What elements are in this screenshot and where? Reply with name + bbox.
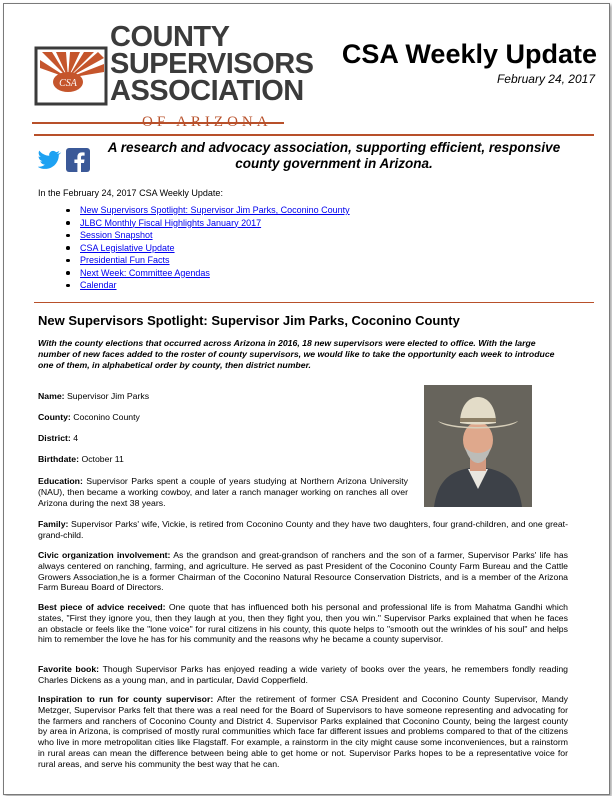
toc-link-legislative-update[interactable]: CSA Legislative Update	[80, 242, 175, 253]
para-label: Education:	[38, 476, 83, 486]
article-title: New Supervisors Spotlight: Supervisor Jim Parks, Coconino County	[38, 313, 460, 328]
field-value: October 11	[81, 454, 124, 464]
org-name-line: SUPERVISORS	[110, 48, 314, 80]
civic-paragraph	[38, 550, 568, 593]
para-label: Best piece of advice received:	[38, 602, 166, 612]
field-label: Name:	[38, 391, 65, 401]
family-paragraph	[38, 519, 568, 541]
field-value: Supervisor Jim Parks	[66, 391, 150, 401]
organization-name	[110, 21, 314, 107]
toc-link-committee-agendas[interactable]: Next Week: Committee Agendas	[80, 267, 210, 278]
field-label: Birthdate:	[38, 454, 80, 464]
toc-link-presidential-facts[interactable]: Presidential Fun Facts	[80, 255, 170, 265]
toc-item	[66, 217, 350, 230]
para-text: After the retirement of former CSA President and Coconino County Supervisor, Mandy Metzger, Supervisor Parks felt that there was a real need for the Board of Supervisors to have someone representing and advocating for the farmers and ranchers of Coconino County and District 4. Supervisor Parks explained that Coconino County, being the largest county by area in Arizona, is comprised of mostly rural communities which face far different issues and problems compared to that of the citizens who live in more metropolitan cities like Flagstaff. For example, a rainstorm in the city might cause some inconveniences, but a rainstorm in rural areas can mean the difference between being able to get home or not. Supervisor Parks hopes to be a representative voice for rural areas, and serve his community the best way that he can.	[38, 694, 568, 769]
county-field	[38, 412, 140, 422]
para-text: Supervisor Parks spent a couple of years studying at Northern Arizona University (NAU), then became a working cowboy, and later a ranch manager working on ranches all over Arizona during the next 38 years.	[38, 476, 408, 508]
toc-item	[66, 254, 350, 267]
name-field	[38, 391, 149, 401]
section-divider	[34, 302, 594, 303]
org-name-line: COUNTY	[110, 21, 230, 53]
toc-item	[66, 279, 350, 292]
toc-link-calendar[interactable]: Calendar	[80, 280, 117, 290]
education-paragraph	[38, 476, 408, 508]
para-label: Inspiration to run for county supervisor:	[38, 694, 214, 704]
twitter-icon[interactable]	[38, 151, 61, 169]
toc-item	[66, 229, 350, 242]
header-divider	[34, 134, 594, 136]
csa-logo[interactable]	[32, 21, 314, 134]
inspiration-paragraph	[38, 694, 568, 770]
para-text: As the grandson and great-grandson of ranchers and the son of a farmer, Supervisor Parks' life has always centered on ranching, farming, and agriculture. He served as past President of the Coconino County Farm Bureau and the Cattle Growers Association,he is a former Chairman of the Coconino Natural Resource Conservation Districts, and is a member of the Arizona Farm Bureau Board of Directors.	[38, 550, 568, 593]
field-value: Coconino County	[73, 412, 140, 422]
para-label: Civic organization involvement:	[38, 550, 171, 560]
newsletter-page	[3, 3, 610, 795]
supervisor-photo	[424, 385, 532, 507]
issue-intro: In the February 24, 2017 CSA Weekly Update:	[38, 188, 223, 198]
toc-item	[66, 204, 350, 217]
para-text: Supervisor Parks' wife, Vickie, is retired from Coconino County and they have two daughters, four grand-children, and one great-grand-child.	[38, 519, 568, 540]
toc-link-jlbc[interactable]: JLBC Monthly Fiscal Highlights January 2017	[80, 217, 262, 228]
district-field	[38, 433, 78, 443]
toc-link-session-snapshot[interactable]: Session Snapshot	[80, 230, 153, 240]
para-text: One quote that has influenced both his personal and professional life is from Mahatma Gandhi which states, "First they ignore you, then they laugh at you, then they fight you, then you win." Supervisor Parks explained that when he faces an obstacle or feels like the "lone voice" for rural citizens in his county, this quote helps to "smooth out the wrinkles of his soul" and helps him to remember the love he has for his community and the reasons why he became a county supervisor.	[38, 602, 568, 645]
field-label: District:	[38, 433, 71, 443]
field-label: County:	[38, 412, 71, 422]
toc-item	[66, 242, 350, 255]
table-of-contents	[66, 204, 350, 292]
facebook-icon[interactable]	[66, 148, 90, 172]
org-name-line: ASSOCIATION	[110, 75, 304, 107]
article-lede: With the county elections that occurred across Arizona in 2016, 18 new supervisors were elected to office. With the large number of new faces added to the roster of county supervisors, we would like to take the opportunity each week to introduce one of them, in alphabetical order by county, then district number.	[38, 338, 555, 370]
org-subtitle: OF ARIZONA	[142, 114, 272, 130]
logo-badge-text: CSA	[59, 78, 77, 89]
field-value: 4	[73, 433, 79, 443]
birthdate-field	[38, 454, 124, 464]
newsletter-title: CSA Weekly Update	[341, 39, 597, 69]
advice-paragraph	[38, 602, 568, 645]
arizona-sunburst-icon	[32, 34, 110, 106]
toc-link-spotlight[interactable]: New Supervisors Spotlight: Supervisor Jim Parks, Coconino County	[80, 205, 350, 215]
para-text: Though Supervisor Parks has enjoyed reading a wide variety of books over the years, he remembers fondly reading Charles Dickens as a young man, and in particular, David Copperfield.	[38, 664, 568, 685]
toc-item	[66, 267, 350, 280]
social-links	[38, 147, 92, 177]
para-label: Favorite book:	[38, 664, 100, 674]
favorite-book-paragraph	[38, 664, 568, 686]
para-label: Family:	[38, 519, 69, 529]
tagline: A research and advocacy association, supporting efficient, responsive county government in Arizona.	[107, 140, 561, 171]
newsletter-date: February 24, 2017	[496, 72, 595, 86]
